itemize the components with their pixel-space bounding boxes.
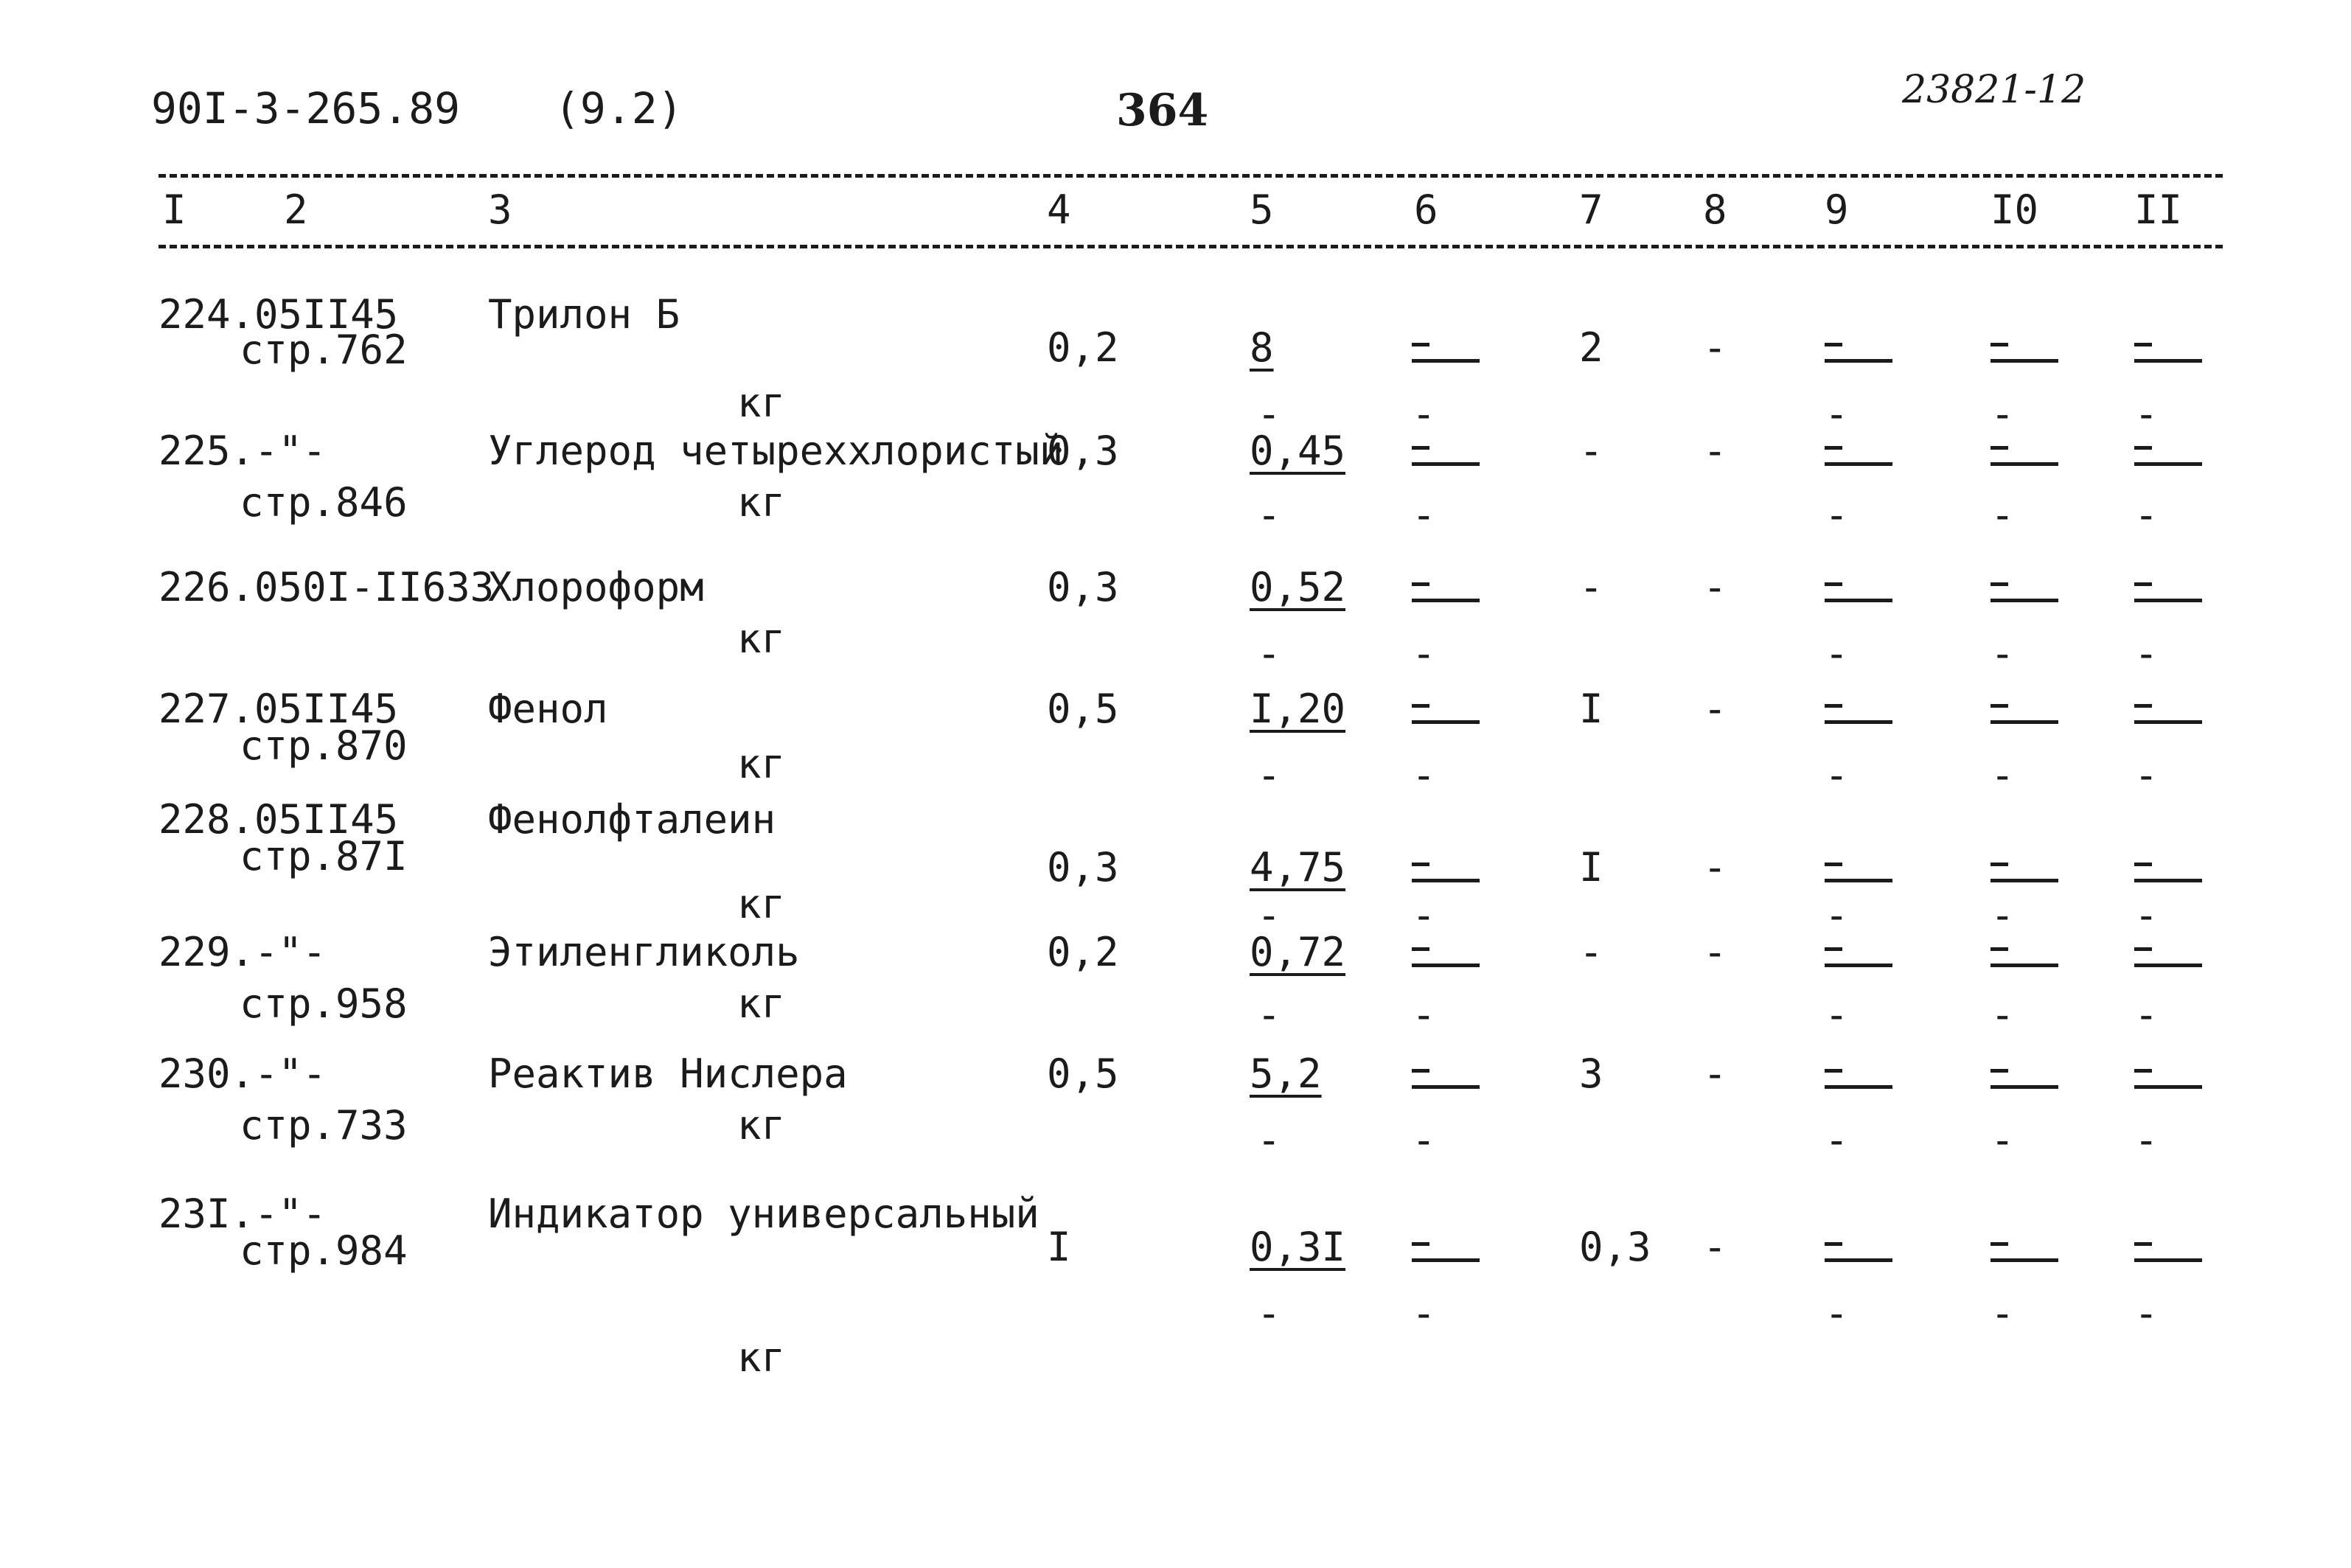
col11-fraction-lower: - xyxy=(2134,1290,2159,1337)
col11-fraction-top xyxy=(2134,947,2152,951)
col10-fraction-lower: - xyxy=(1990,630,2015,677)
col9-fraction-lower: - xyxy=(1825,492,1849,538)
col8-value: - xyxy=(1703,929,1727,975)
col9-fraction-bar xyxy=(1825,599,1892,602)
row-number: 23I.-"- xyxy=(159,1191,327,1237)
col5-value: 0,3I xyxy=(1250,1224,1346,1270)
row-reference: стр.870 xyxy=(240,722,408,769)
col9-fraction-top xyxy=(1825,582,1842,586)
col10-fraction-top xyxy=(1990,947,2008,951)
row-number: 230.-"- xyxy=(159,1050,327,1097)
col11-fraction-lower: - xyxy=(2134,892,2159,938)
reference-number: 23821-12 xyxy=(1902,68,2086,112)
col5-value: 0,45 xyxy=(1250,428,1346,474)
item-name: Реактив Нислера xyxy=(488,1050,848,1097)
col-header-1: I xyxy=(162,187,187,233)
col6-fraction-bar xyxy=(1412,720,1480,724)
col9-fraction-top xyxy=(1825,1242,1842,1246)
col5-lower: - xyxy=(1257,492,1281,538)
col9-fraction-top xyxy=(1825,863,1842,866)
col10-fraction-bar xyxy=(1990,1085,2058,1089)
col6-fraction-bar xyxy=(1412,359,1480,363)
col9-fraction-top xyxy=(1825,1069,1842,1073)
page-number: 364 xyxy=(1116,85,1209,136)
col11-fraction-bar xyxy=(2134,359,2202,363)
col5-lower: - xyxy=(1257,630,1281,677)
col7-value: I xyxy=(1579,686,1603,732)
col9-fraction-bar xyxy=(1825,462,1892,466)
col4-value: 0,5 xyxy=(1047,686,1119,732)
col-header-11: II xyxy=(2134,187,2183,233)
col6-fraction-top xyxy=(1412,582,1429,586)
col10-fraction-bar xyxy=(1990,879,2058,882)
col6-fraction-bar xyxy=(1412,599,1480,602)
col11-fraction-top xyxy=(2134,582,2152,586)
col8-value: - xyxy=(1703,324,1727,371)
col-header-4: 4 xyxy=(1047,187,1071,233)
col-header-5: 5 xyxy=(1250,187,1274,233)
col6-fraction-top xyxy=(1412,947,1429,951)
col-header-6: 6 xyxy=(1414,187,1438,233)
row-reference: стр.846 xyxy=(240,479,408,526)
col8-value: - xyxy=(1703,428,1727,474)
col10-fraction-top xyxy=(1990,1242,2008,1246)
item-name: Фенолфталеин xyxy=(488,796,776,843)
col10-fraction-bar xyxy=(1990,1258,2058,1262)
col10-fraction-top xyxy=(1990,863,2008,866)
unit-label: кг xyxy=(737,380,786,426)
row-number: 228.05II45 xyxy=(159,796,399,843)
col-header-7: 7 xyxy=(1579,187,1603,233)
item-name: Этиленгликоль xyxy=(488,929,800,975)
col4-value: I xyxy=(1047,1224,1071,1270)
col5-value: 0,52 xyxy=(1250,564,1346,610)
col6-fraction-lower: - xyxy=(1412,1117,1436,1163)
row-reference: стр.87I xyxy=(240,833,408,879)
col8-value: - xyxy=(1703,1050,1727,1097)
col6-fraction-top xyxy=(1412,343,1429,346)
col-header-2: 2 xyxy=(284,187,308,233)
col10-fraction-top xyxy=(1990,446,2008,450)
col6-fraction-lower: - xyxy=(1412,992,1436,1038)
row-reference: стр.733 xyxy=(240,1102,408,1149)
col6-fraction-lower: - xyxy=(1412,630,1436,677)
header-top-rule xyxy=(159,174,2223,178)
col5-value: 0,72 xyxy=(1250,929,1346,975)
col9-fraction-lower: - xyxy=(1825,992,1849,1038)
col9-fraction-lower: - xyxy=(1825,630,1849,677)
col9-fraction-lower: - xyxy=(1825,752,1849,798)
row-reference: стр.762 xyxy=(240,327,408,373)
col-header-3: 3 xyxy=(488,187,512,233)
col11-fraction-bar xyxy=(2134,599,2202,602)
unit-label: кг xyxy=(737,741,786,787)
col6-fraction-top xyxy=(1412,1242,1429,1246)
col11-fraction-top xyxy=(2134,1069,2152,1073)
item-name: Индикатор универсальный xyxy=(488,1191,1039,1237)
col11-fraction-lower: - xyxy=(2134,492,2159,538)
col4-value: 0,2 xyxy=(1047,324,1119,371)
col4-value: 0,5 xyxy=(1047,1050,1119,1097)
col11-fraction-lower: - xyxy=(2134,630,2159,677)
col9-fraction-bar xyxy=(1825,964,1892,967)
unit-label: кг xyxy=(737,479,786,526)
col9-fraction-bar xyxy=(1825,1258,1892,1262)
item-name: Фенол xyxy=(488,686,608,732)
col11-fraction-top xyxy=(2134,1242,2152,1246)
col11-fraction-bar xyxy=(2134,964,2202,967)
col9-fraction-top xyxy=(1825,446,1842,450)
col6-fraction-bar xyxy=(1412,879,1480,882)
col9-fraction-bar xyxy=(1825,720,1892,724)
col11-fraction-bar xyxy=(2134,462,2202,466)
col7-value: - xyxy=(1579,428,1603,474)
col5-lower: - xyxy=(1257,892,1281,938)
col11-fraction-bar xyxy=(2134,1258,2202,1262)
item-name: Углерод четыреххлористый xyxy=(488,428,1064,474)
unit-label: кг xyxy=(737,1102,786,1149)
col5-value: 4,75 xyxy=(1250,844,1346,891)
unit-label: кг xyxy=(737,980,786,1027)
col4-value: 0,2 xyxy=(1047,929,1119,975)
col8-value: - xyxy=(1703,686,1727,732)
col11-fraction-top xyxy=(2134,863,2152,866)
col9-fraction-lower: - xyxy=(1825,892,1849,938)
col6-fraction-lower: - xyxy=(1412,391,1436,437)
col10-fraction-lower: - xyxy=(1990,1290,2015,1337)
col9-fraction-lower: - xyxy=(1825,391,1849,437)
row-number: 229.-"- xyxy=(159,929,327,975)
col6-fraction-lower: - xyxy=(1412,892,1436,938)
col6-fraction-top xyxy=(1412,1069,1429,1073)
col-header-9: 9 xyxy=(1825,187,1849,233)
row-number: 224.05II45 xyxy=(159,291,399,338)
col6-fraction-lower: - xyxy=(1412,752,1436,798)
col10-fraction-top xyxy=(1990,704,2008,708)
col7-value: 3 xyxy=(1579,1050,1603,1097)
col10-fraction-bar xyxy=(1990,462,2058,466)
col11-fraction-lower: - xyxy=(2134,391,2159,437)
col11-fraction-lower: - xyxy=(2134,1117,2159,1163)
col5-lower: - xyxy=(1257,1290,1281,1337)
col9-fraction-bar xyxy=(1825,1085,1892,1089)
col6-fraction-lower: - xyxy=(1412,1290,1436,1337)
col11-fraction-bar xyxy=(2134,879,2202,882)
col5-value: 5,2 xyxy=(1250,1050,1322,1097)
col9-fraction-lower: - xyxy=(1825,1117,1849,1163)
col7-value: - xyxy=(1579,564,1603,610)
col10-fraction-lower: - xyxy=(1990,1117,2015,1163)
col7-value: I xyxy=(1579,844,1603,891)
col-header-8: 8 xyxy=(1703,187,1727,233)
item-name: Хлороформ xyxy=(488,564,704,610)
section-number: (9.2) xyxy=(554,83,683,133)
col10-fraction-top xyxy=(1990,582,2008,586)
row-number: 225.-"- xyxy=(159,428,327,474)
col10-fraction-lower: - xyxy=(1990,492,2015,538)
col8-value: - xyxy=(1703,564,1727,610)
col4-value: 0,3 xyxy=(1047,428,1119,474)
unit-label: кг xyxy=(737,1334,786,1381)
col10-fraction-bar xyxy=(1990,720,2058,724)
col11-fraction-lower: - xyxy=(2134,992,2159,1038)
col10-fraction-lower: - xyxy=(1990,992,2015,1038)
row-reference: стр.958 xyxy=(240,980,408,1027)
col10-fraction-bar xyxy=(1990,599,2058,602)
unit-label: кг xyxy=(737,616,786,662)
col11-fraction-lower: - xyxy=(2134,752,2159,798)
header-bottom-rule xyxy=(159,245,2223,248)
col10-fraction-top xyxy=(1990,343,2008,346)
col9-fraction-bar xyxy=(1825,359,1892,363)
col6-fraction-lower: - xyxy=(1412,492,1436,538)
col10-fraction-lower: - xyxy=(1990,892,2015,938)
col11-fraction-bar xyxy=(2134,1085,2202,1089)
col8-value: - xyxy=(1703,1224,1727,1270)
col9-fraction-top xyxy=(1825,947,1842,951)
col5-lower: - xyxy=(1257,1117,1281,1163)
col7-value: - xyxy=(1579,929,1603,975)
col11-fraction-bar xyxy=(2134,720,2202,724)
col10-fraction-lower: - xyxy=(1990,752,2015,798)
col10-fraction-bar xyxy=(1990,359,2058,363)
col6-fraction-bar xyxy=(1412,1085,1480,1089)
col9-fraction-lower: - xyxy=(1825,1290,1849,1337)
col9-fraction-bar xyxy=(1825,879,1892,882)
col6-fraction-bar xyxy=(1412,462,1480,466)
col11-fraction-top xyxy=(2134,446,2152,450)
col8-value: - xyxy=(1703,844,1727,891)
col6-fraction-top xyxy=(1412,704,1429,708)
col10-fraction-lower: - xyxy=(1990,391,2015,437)
document-code: 90I-3-265.89 xyxy=(151,83,461,133)
col6-fraction-bar xyxy=(1412,1258,1480,1262)
col7-value: 2 xyxy=(1579,324,1603,371)
row-reference: стр.984 xyxy=(240,1227,408,1274)
item-name: Трилон Б xyxy=(488,291,680,338)
col11-fraction-top xyxy=(2134,343,2152,346)
col6-fraction-bar xyxy=(1412,964,1480,967)
col5-lower: - xyxy=(1257,391,1281,437)
col10-fraction-bar xyxy=(1990,964,2058,967)
col5-value: I,20 xyxy=(1250,686,1346,732)
row-number: 227.05II45 xyxy=(159,686,399,732)
col4-value: 0,3 xyxy=(1047,844,1119,891)
col9-fraction-top xyxy=(1825,343,1842,346)
col6-fraction-top xyxy=(1412,446,1429,450)
col11-fraction-top xyxy=(2134,704,2152,708)
col10-fraction-top xyxy=(1990,1069,2008,1073)
col9-fraction-top xyxy=(1825,704,1842,708)
unit-label: кг xyxy=(737,881,786,927)
col5-lower: - xyxy=(1257,992,1281,1038)
col7-value: 0,3 xyxy=(1579,1224,1651,1270)
col5-lower: - xyxy=(1257,752,1281,798)
row-number: 226.050I-II633 xyxy=(159,564,495,610)
col6-fraction-top xyxy=(1412,863,1429,866)
col5-value: 8 xyxy=(1250,324,1274,371)
col-header-10: I0 xyxy=(1990,187,2039,233)
col4-value: 0,3 xyxy=(1047,564,1119,610)
